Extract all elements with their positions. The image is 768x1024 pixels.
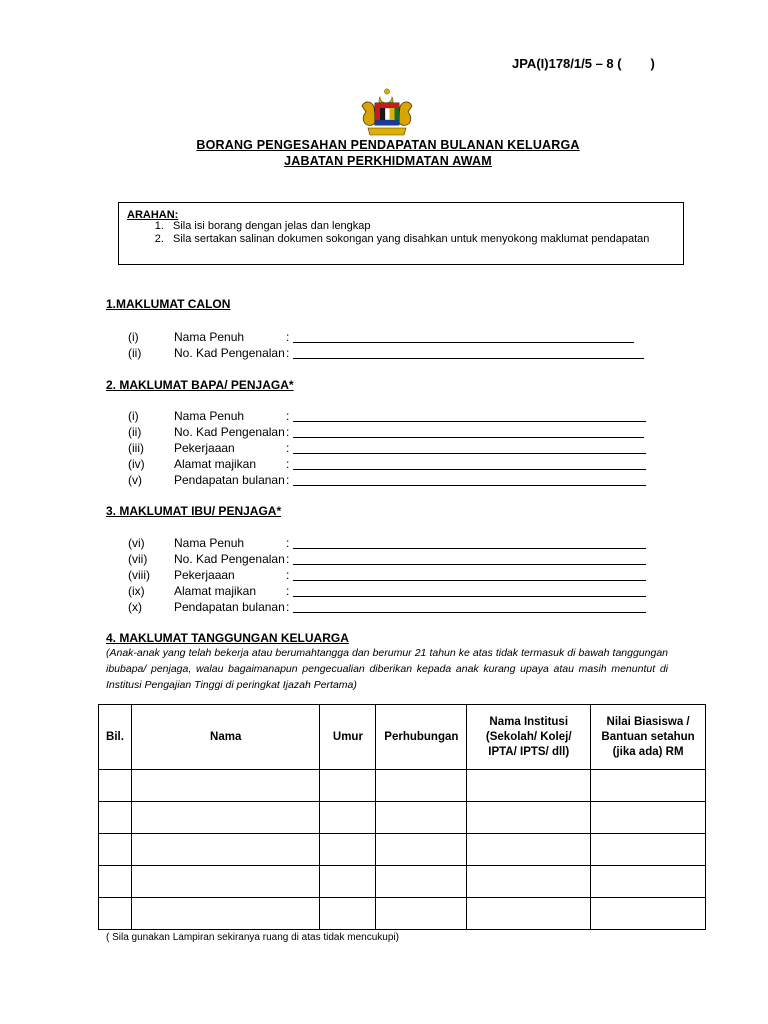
table-cell[interactable] <box>376 834 467 866</box>
mother-occupation-input-line[interactable] <box>293 580 646 581</box>
table-cell[interactable] <box>99 834 132 866</box>
mother-employer-address-field[interactable] <box>128 584 648 600</box>
section-candidate-title: 1.MAKLUMAT CALON <box>106 297 231 311</box>
table-cell[interactable] <box>320 802 376 834</box>
mother-monthly-income-input-line[interactable] <box>293 612 646 613</box>
mother-ic-number-field[interactable] <box>128 552 648 568</box>
field-number: (vi) <box>128 536 145 550</box>
table-cell[interactable] <box>99 898 132 930</box>
father-employer-address-input-line[interactable] <box>293 469 646 470</box>
instructions-heading: ARAHAN: <box>127 209 179 221</box>
field-colon: : <box>286 473 290 487</box>
department-title: JABATAN PERKHIDMATAN AWAM <box>284 154 492 168</box>
table-row <box>99 802 706 834</box>
field-colon: : <box>286 568 290 582</box>
mother-employer-address-input-line[interactable] <box>293 596 646 597</box>
column-header-no: Bil. <box>99 705 132 770</box>
section-mother-title: 3. MAKLUMAT IBU/ PENJAGA* <box>106 504 282 518</box>
table-cell[interactable] <box>467 802 591 834</box>
father-monthly-income-field[interactable] <box>128 473 648 489</box>
field-label: Nama Penuh <box>174 409 245 423</box>
field-colon: : <box>286 600 290 614</box>
dependents-note: (Anak-anak yang telah bekerja atau berumahtangga dan berumur 21 tahun ke atas tidak termasuk di bawah tanggungan ibubapa/ penjaga, walau bagaimanapun pengecualian diberikan kepada anak kurang upaya atau masih menuntut di Institusi Pengajian Tinggi di peringkat Ijazah Pertama) <box>106 647 668 691</box>
table-cell[interactable] <box>467 898 591 930</box>
candidate-full-name-input-line[interactable] <box>293 342 634 343</box>
field-label: No. Kad Pengenalan <box>174 346 285 360</box>
coat-of-arms-icon <box>360 88 414 138</box>
field-label: Pendapatan bulanan <box>174 600 285 614</box>
table-cell[interactable] <box>591 770 706 802</box>
field-number: (v) <box>128 473 142 487</box>
candidate-full-name-field[interactable] <box>128 330 648 346</box>
section-father-title: 2. MAKLUMAT BAPA/ PENJAGA* <box>106 378 294 392</box>
father-full-name-field[interactable] <box>128 409 648 425</box>
form-reference-number: JPA(I)178/1/5 – 8 ( ) <box>512 56 655 71</box>
mother-full-name-input-line[interactable] <box>293 548 646 549</box>
field-label: Pendapatan bulanan <box>174 473 285 487</box>
father-ic-input-line[interactable] <box>293 437 644 438</box>
instruction-item: 1. Sila isi borang dengan jelas dan lengkap <box>167 220 649 233</box>
column-header-age: Umur <box>320 705 376 770</box>
instructions-box <box>118 202 684 265</box>
father-employer-address-field[interactable] <box>128 457 648 473</box>
instruction-item: 2. Sila sertakan salinan dokumen sokongan yang disahkan untuk menyokong maklumat pendapatan <box>167 233 649 246</box>
dependents-table <box>98 704 706 930</box>
field-number: (ii) <box>128 425 142 439</box>
field-label: Alamat majikan <box>174 457 257 471</box>
father-full-name-input-line[interactable] <box>293 421 646 422</box>
table-cell[interactable] <box>320 834 376 866</box>
table-cell[interactable] <box>99 802 132 834</box>
field-colon: : <box>286 552 290 566</box>
table-cell[interactable] <box>376 802 467 834</box>
column-header-institution: Nama Institusi (Sekolah/ Kolej/ IPTA/ IPTS/ dll) <box>467 705 591 770</box>
field-number: (vii) <box>128 552 148 566</box>
field-colon: : <box>286 330 290 344</box>
table-footnote: ( Sila gunakan Lampiran sekiranya ruang di atas tidak mencukupi) <box>106 932 399 943</box>
field-label: Nama Penuh <box>174 536 245 550</box>
field-number: (ix) <box>128 584 145 598</box>
field-number: (iii) <box>128 441 144 455</box>
field-label: Nama Penuh <box>174 330 245 344</box>
table-cell[interactable] <box>376 898 467 930</box>
table-cell[interactable] <box>591 866 706 898</box>
table-cell[interactable] <box>99 866 132 898</box>
section-dependents-title: 4. MAKLUMAT TANGGUNGAN KELUARGA <box>106 631 349 645</box>
table-cell[interactable] <box>131 802 320 834</box>
father-occupation-field[interactable] <box>128 441 648 457</box>
column-header-relationship: Perhubungan <box>376 705 467 770</box>
field-number: (x) <box>128 600 142 614</box>
table-cell[interactable] <box>320 770 376 802</box>
form-title: BORANG PENGESAHAN PENDAPATAN BULANAN KELUARGA <box>196 138 580 152</box>
field-number: (iv) <box>128 457 145 471</box>
field-label: Pekerjaaan <box>174 568 235 582</box>
candidate-ic-input-line[interactable] <box>293 358 644 359</box>
father-occupation-input-line[interactable] <box>293 453 646 454</box>
table-cell[interactable] <box>320 866 376 898</box>
father-ic-number-field[interactable] <box>128 425 648 441</box>
mother-ic-input-line[interactable] <box>293 564 646 565</box>
field-label: Alamat majikan <box>174 584 257 598</box>
field-colon: : <box>286 346 290 360</box>
table-row <box>99 866 706 898</box>
field-colon: : <box>286 457 290 471</box>
table-cell[interactable] <box>376 770 467 802</box>
field-number: (ii) <box>128 346 142 360</box>
table-cell[interactable] <box>131 898 320 930</box>
field-colon: : <box>286 584 290 598</box>
field-colon: : <box>286 536 290 550</box>
table-row <box>99 898 706 930</box>
table-cell[interactable] <box>131 866 320 898</box>
table-cell[interactable] <box>131 770 320 802</box>
table-cell[interactable] <box>591 898 706 930</box>
field-number: (viii) <box>128 568 150 582</box>
table-cell[interactable] <box>467 866 591 898</box>
mother-monthly-income-field[interactable] <box>128 600 648 616</box>
father-monthly-income-input-line[interactable] <box>293 485 646 486</box>
column-header-scholarship: Nilai Biasiswa / Bantuan setahun (jika ada) RM <box>591 705 706 770</box>
field-label: No. Kad Pengenalan <box>174 552 285 566</box>
table-row <box>99 834 706 866</box>
field-label: No. Kad Pengenalan <box>174 425 285 439</box>
table-header-row <box>99 705 706 770</box>
column-header-name: Nama <box>131 705 320 770</box>
table-cell[interactable] <box>467 770 591 802</box>
field-number: (i) <box>128 409 139 423</box>
field-colon: : <box>286 441 290 455</box>
field-number: (i) <box>128 330 139 344</box>
field-colon: : <box>286 425 290 439</box>
table-cell[interactable] <box>591 834 706 866</box>
table-cell[interactable] <box>320 898 376 930</box>
table-cell[interactable] <box>467 834 591 866</box>
table-row <box>99 770 706 802</box>
table-cell[interactable] <box>99 770 132 802</box>
mother-occupation-field[interactable] <box>128 568 648 584</box>
table-cell[interactable] <box>591 802 706 834</box>
table-cell[interactable] <box>131 834 320 866</box>
field-label: Pekerjaaan <box>174 441 235 455</box>
table-cell[interactable] <box>376 866 467 898</box>
candidate-ic-number-field[interactable] <box>128 346 648 362</box>
mother-full-name-field[interactable] <box>128 536 648 552</box>
field-colon: : <box>286 409 290 423</box>
